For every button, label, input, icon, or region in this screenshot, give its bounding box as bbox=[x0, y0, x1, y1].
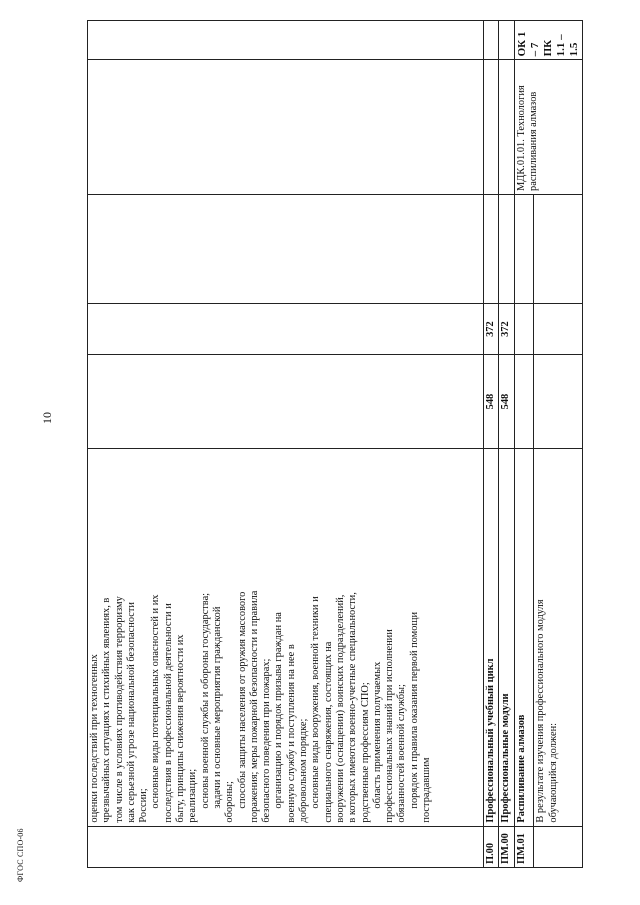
rotated-table-sheet bbox=[87, 20, 580, 868]
content-line: порядок и правила оказания первой помощи bbox=[408, 611, 420, 809]
cell-max-load bbox=[88, 355, 484, 448]
content-line: пострадавшим bbox=[421, 757, 433, 823]
row-required-load: 372 bbox=[484, 303, 499, 355]
page-number: 10 bbox=[40, 412, 54, 424]
content-line: оценки последствий при техногенных bbox=[89, 654, 100, 823]
table-row bbox=[514, 21, 534, 868]
content-line: военную службу и поступления на нее в bbox=[285, 644, 297, 823]
table-row bbox=[499, 21, 514, 868]
row-name: Профессиональный учебный цикл bbox=[484, 448, 499, 826]
content-line: том числе в условиях противодействия терроризму bbox=[113, 596, 125, 823]
description-line: В результате изучения профессионального модуля bbox=[535, 599, 547, 823]
content-line: обороны; bbox=[224, 781, 236, 823]
curriculum-table bbox=[87, 20, 583, 868]
footer: ФГОС СПО-06 bbox=[16, 828, 25, 882]
content-line: основы военной службы и обороны государства; bbox=[199, 592, 211, 809]
cell-competencies bbox=[88, 21, 484, 60]
content-line: как серьезной угрозе национальной безопасности bbox=[125, 602, 137, 823]
content-line: вооружении (оснащении) воинских подразделений, bbox=[334, 594, 346, 823]
row-code: ПМ.00 bbox=[499, 826, 514, 867]
content-line: задачи и основные мероприятия гражданской bbox=[211, 606, 223, 809]
content-line: в которых имеются военно-учетные специальности, bbox=[347, 592, 359, 823]
table-row bbox=[88, 21, 484, 868]
row-name: Распиливание алмазов bbox=[514, 448, 534, 826]
content-line: основные виды потенциальных опасностей и их bbox=[150, 594, 162, 809]
cell-competencies bbox=[514, 21, 582, 60]
row-max-load: 548 bbox=[484, 355, 499, 448]
cell-required-load bbox=[88, 303, 484, 355]
cell-empty bbox=[499, 21, 514, 60]
content-line: России; bbox=[138, 788, 150, 823]
content-line: реализации; bbox=[187, 768, 199, 823]
cell-code bbox=[88, 826, 484, 867]
cell-empty bbox=[484, 60, 499, 195]
cell-content bbox=[88, 448, 484, 826]
row-required-load: 372 bbox=[499, 303, 514, 355]
content-line: безопасного поведения при пожарах; bbox=[261, 658, 273, 823]
discipline-line: распиливания алмазов bbox=[527, 91, 539, 191]
content-line: область применения получаемых bbox=[371, 661, 383, 809]
content-line: специального снаряжения, состоящих на bbox=[322, 641, 334, 823]
cell-empty bbox=[514, 355, 534, 448]
cell-empty bbox=[514, 194, 534, 303]
row-code: П.00 bbox=[484, 826, 499, 867]
content-line: последствия в профессиональной деятельности и bbox=[162, 603, 174, 823]
row-code: ПМ.01 bbox=[514, 826, 534, 867]
content-line: чрезвычайных ситуациях и стихийных явлениях, в bbox=[101, 597, 113, 823]
content-line: добровольном порядке; bbox=[298, 718, 310, 823]
cell-empty bbox=[484, 21, 499, 60]
cell-discipline bbox=[514, 60, 582, 195]
cell-empty bbox=[534, 826, 582, 867]
content-line: основные виды вооружения, военной техники и bbox=[310, 596, 322, 809]
content-line: поражения; меры пожарной безопасности и правила bbox=[248, 590, 260, 823]
cell-empty bbox=[534, 355, 582, 448]
cell-description bbox=[534, 448, 582, 826]
cell-empty bbox=[514, 303, 534, 355]
content-line: способы защиты населения от оружия массового bbox=[236, 591, 248, 809]
cell-discipline bbox=[88, 60, 484, 195]
cell-empty bbox=[499, 194, 514, 303]
content-line: обязанностей военной службы; bbox=[396, 684, 408, 823]
row-name: Профессиональные модули bbox=[499, 448, 514, 826]
cell-empty bbox=[88, 194, 484, 303]
content-line: родственные профессиям СПО; bbox=[359, 682, 371, 823]
content-line: быту, принципы снижения вероятности их bbox=[175, 634, 187, 823]
discipline-line: МДК.01.01. Технология bbox=[515, 85, 527, 191]
description-line: обучающийся должен: bbox=[547, 722, 559, 823]
table-row bbox=[484, 21, 499, 868]
competency-general: ОК 1 – 7 bbox=[515, 31, 541, 57]
cell-empty bbox=[534, 194, 582, 303]
content-line: профессиональных знаний при исполнении bbox=[384, 629, 396, 823]
cell-empty bbox=[534, 303, 582, 355]
cell-empty bbox=[499, 60, 514, 195]
row-max-load: 548 bbox=[499, 355, 514, 448]
content-line: организацию и порядок призыва граждан на bbox=[273, 612, 285, 809]
cell-empty bbox=[484, 194, 499, 303]
competency-professional: ПК 1.1 – 1.5 bbox=[541, 34, 580, 57]
